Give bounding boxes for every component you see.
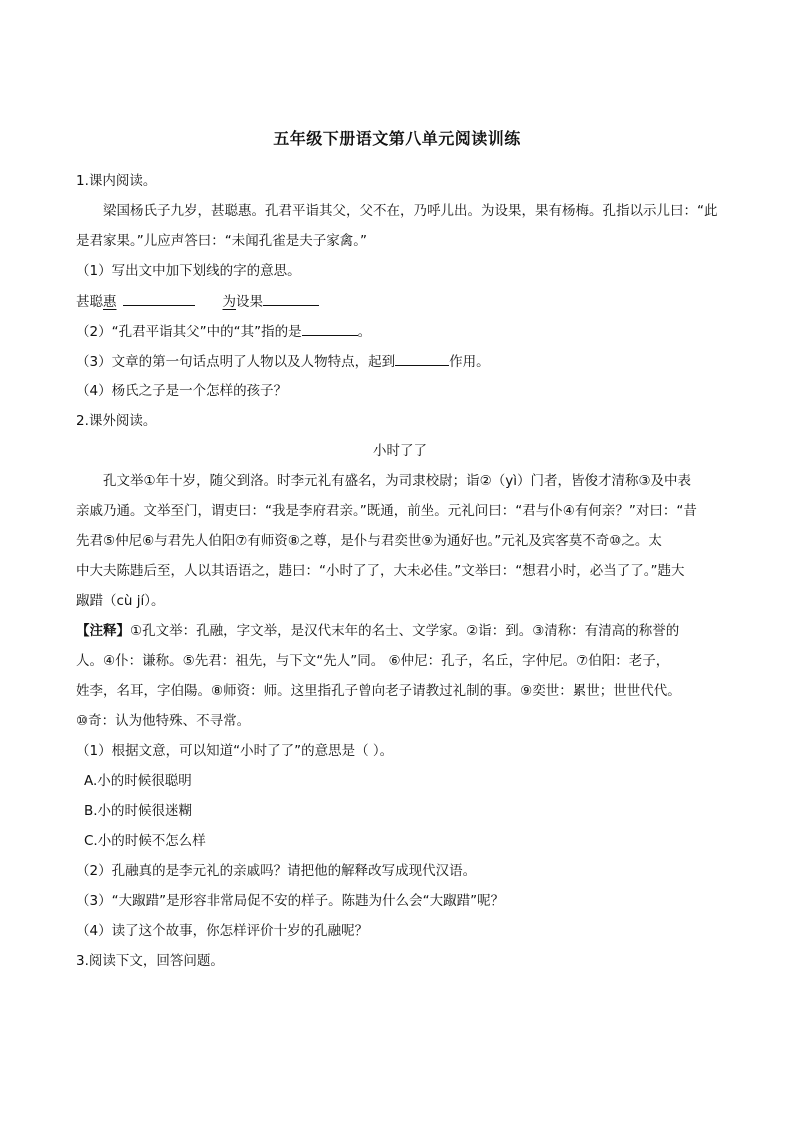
q2-sub1: （1）根据文意，可以知道“小时了了”的意思是（ ）。: [76, 743, 394, 759]
q2-sub2: （2）孔融真的是李元礼的亲戚吗？请把他的解释改写成现代汉语。: [76, 863, 477, 879]
notes-text: ①孔文举：孔融，字文举，是汉代末年的名士、文学家。②诣：到。③清称：有清高的称誉的: [130, 623, 680, 639]
q1-sub3: [76, 350, 724, 380]
q2-passage-title: 小时了了: [373, 443, 427, 459]
q1-word-a-prefix: 甚聪: [76, 294, 103, 310]
q1-sub3-end: 作用。: [449, 354, 490, 370]
answer-blank[interactable]: [263, 290, 319, 306]
q1-underlined-word-b: 为: [222, 294, 236, 310]
q1-underlined-word-a: 惠: [103, 294, 117, 310]
notes-label: 【注释】: [76, 623, 130, 639]
q2-passage-line: 孔文举①年十岁，随父到洛。时李元礼有盛名，为司隶校尉；诣②（yì）门者，皆俊才清称③及中表: [103, 473, 692, 489]
q2-passage-line: 亲戚乃通。文举至门，谓吏曰：“我是李府君亲。”既通，前坐。元礼问曰：“君与仆④有何亲？”对曰：“昔: [76, 503, 697, 519]
q2-notes-line: 人。④仆：谦称。⑤先君：祖先，与下文“先人”同。 ⑥仲尼：孔子，名丘，字仲尼。⑦伯阳：老子，: [76, 653, 670, 669]
q1-heading: 1.课内阅读。: [76, 173, 157, 189]
q2-sub3: （3）“大踧踖”是形容非常局促不安的样子。陈韪为什么会“大踧踖”呢？: [76, 893, 505, 909]
q1-sub2-end: 。: [357, 324, 372, 340]
q1-sub1-answers: [76, 290, 724, 320]
q2-notes-line: ⑩奇：认为他特殊、不寻常。: [76, 713, 251, 729]
answer-blank[interactable]: [302, 320, 358, 336]
answer-blank[interactable]: [123, 290, 195, 306]
q1-passage-line: 是君家果。”儿应声答曰：“未闻孔雀是夫子家禽。”: [76, 233, 367, 249]
q2-passage-line: 踧踖（cù jí）。: [76, 593, 165, 609]
answer-blank[interactable]: [395, 350, 449, 366]
q1-word-b-suffix: 设果: [236, 294, 263, 310]
q3-heading: 3.阅读下文，回答问题。: [76, 953, 224, 969]
page-title: 五年级下册语文第八单元阅读训练: [273, 129, 521, 148]
q2-sub4: （4）读了这个故事，你怎样评价十岁的孔融呢？: [76, 923, 369, 939]
q2-passage-line: 先君⑤仲尼⑥与君先人伯阳⑦有师资⑧之尊，是仆与君奕世⑨为通好也。”元礼及宾客莫不奇⑩之。太: [76, 533, 662, 549]
worksheet-content: [76, 170, 724, 980]
q1-sub2-text: （2）“孔君平诣其父”中的“其”指的是: [76, 324, 302, 340]
q2-heading: 2.课外阅读。: [76, 413, 157, 429]
q2-option-a[interactable]: A.小的时候很聪明: [84, 773, 192, 789]
q2-option-b[interactable]: B.小的时候很迷糊: [84, 803, 193, 819]
q1-sub1: （1）写出文中加下划线的字的意思。: [76, 263, 301, 279]
q1-sub3-text: （3）文章的第一句话点明了人物以及人物特点，起到: [76, 354, 396, 370]
q2-notes-line: [76, 620, 724, 650]
q1-sub4: （4）杨氏之子是一个怎样的孩子？: [76, 383, 288, 399]
q1-sub2: [76, 320, 724, 350]
q2-passage-line: 中大夫陈韪后至，人以其语语之，韪曰：“小时了了，大未必佳。”文举曰：“想君小时，必当了了。”韪大: [76, 563, 685, 579]
q2-option-c[interactable]: C.小的时候不怎么样: [84, 833, 206, 849]
q1-passage-line: 梁国杨氏子九岁，甚聪惠。孔君平诣其父，父不在，乃呼儿出。为设果，果有杨梅。孔指以示儿曰：“此: [103, 203, 718, 219]
q2-notes-line: 姓李，名耳，字伯陽。⑧师资：师。这里指孔子曾向老子请教过礼制的事。⑨奕世：累世；世世代代。: [76, 683, 681, 699]
